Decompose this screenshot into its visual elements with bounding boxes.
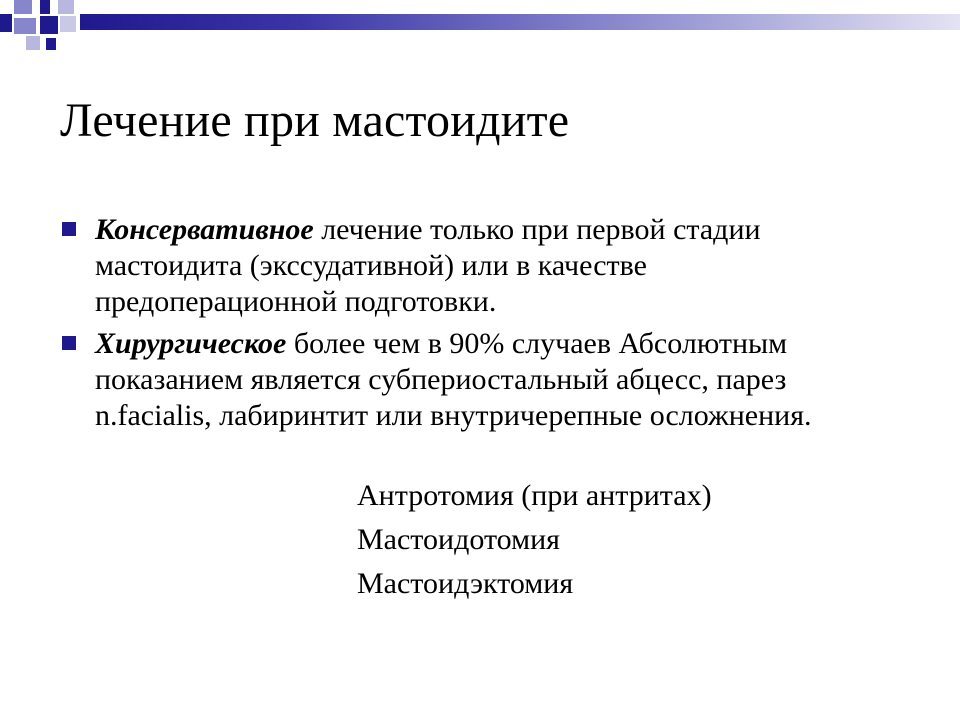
deco-square [0,14,12,32]
procedure-antrotomy: Антротомия (при антритах) [357,479,712,512]
deco-square [40,0,50,14]
item-lead: Консервативное [95,213,314,246]
deco-square [14,18,36,34]
deco-square [14,0,32,14]
bullet-square-icon [62,336,76,350]
deco-square [58,0,74,14]
procedure-mastoidectomy: Мастоидэктомия [357,567,574,600]
treatment-item-surgical [95,326,855,434]
slide-title: Лечение при мастоидите [60,94,570,147]
procedure-mastoidotomy: Мастоидотомия [357,523,560,556]
item-text: лечение только при первой стадии мастоидита (экссудативной) или в качестве предоперационной подготовки. [95,213,761,318]
header-gradient-bar [80,14,960,30]
deco-square [46,38,56,50]
item-lead: Хирургическое [95,327,287,360]
deco-square [60,16,76,32]
corner-decoration [0,0,960,60]
deco-square [26,36,40,50]
bullet-square-icon [62,222,76,236]
treatment-item-conservative [95,212,855,320]
item-text: более чем в 90% случаев Абсолютным показанием является субпериостальный абцесс, парез n.facialis, лабиринтит или внутричерепные осложнения. [95,327,812,432]
deco-square [40,16,58,34]
